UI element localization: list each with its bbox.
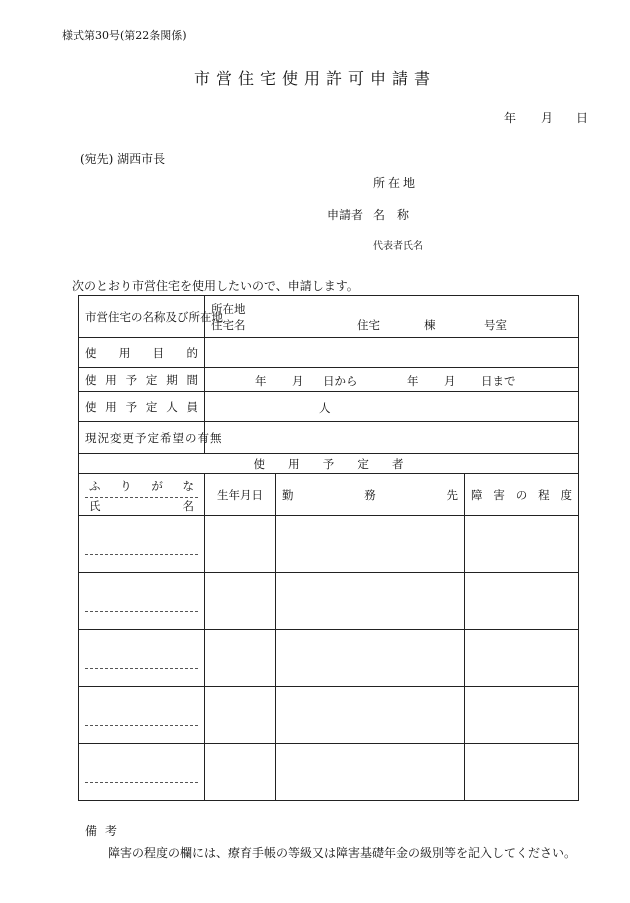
change-label: 現況変更予定希望の有無 [79,422,205,454]
user-row [79,744,579,801]
user-birth-cell[interactable] [205,516,276,573]
purpose-input[interactable] [205,338,579,368]
period-row [79,368,579,392]
date-day-label: 日 [576,111,589,125]
change-row [79,422,579,454]
housing-cell[interactable] [205,296,579,338]
people-unit: 人 [319,401,331,415]
user-work-cell[interactable] [276,744,465,801]
user-disability-cell[interactable] [465,573,579,630]
location-label: 所在地 [211,301,246,316]
user-row [79,630,579,687]
user-work-cell[interactable] [276,573,465,630]
applicant-address-label: 所在地 [373,176,419,190]
applicant-name-label: 名 称 [373,208,410,222]
purpose-row [79,338,579,368]
user-disability-cell[interactable] [465,630,579,687]
intro-text: 次のとおり市営住宅を使用したいので、申請します。 [72,279,359,293]
housing-row [79,296,579,338]
housing-label: 市営住宅の名称及び所在地 [79,296,205,338]
user-row [79,516,579,573]
period-label: 使 用 予 定 期 間 [79,368,205,392]
user-row [79,573,579,630]
users-header-row [79,454,579,474]
user-birth-cell[interactable] [205,573,276,630]
form-number: 様式第30号(第22条関係) [62,29,187,42]
user-disability-cell[interactable] [465,687,579,744]
people-row [79,392,579,422]
user-name-cell[interactable] [79,687,205,744]
period-input[interactable]: 年 月 日から 年 月 日まで [205,368,579,392]
user-name-cell[interactable] [79,573,205,630]
application-table [78,295,579,801]
disability-header: 障 害 の 程 度 [465,474,579,516]
users-header: 使 用 予 定 者 [79,454,579,474]
user-birth-cell[interactable] [205,630,276,687]
date-year-label: 年 [504,111,517,125]
addressee: (宛先) 湖西市長 [80,152,166,166]
applicant-label: 申請者 [327,208,364,222]
user-row [79,687,579,744]
name-column-header [79,474,205,516]
people-input[interactable] [205,392,579,422]
mune-label: 棟 [424,317,436,332]
jutaku-label: 住宅 [357,317,380,332]
remarks-label: 備考 [85,824,126,838]
name-label: 氏 名 [89,498,194,513]
user-birth-cell[interactable] [205,744,276,801]
user-name-cell[interactable] [79,630,205,687]
workplace-header: 勤 務 先 [276,474,465,516]
user-birth-cell[interactable] [205,687,276,744]
user-name-cell[interactable] [79,516,205,573]
users-columns-row [79,474,579,516]
purpose-label: 使 用 目 的 [79,338,205,368]
user-disability-cell[interactable] [465,516,579,573]
people-label: 使 用 予 定 人 員 [79,392,205,422]
user-work-cell[interactable] [276,687,465,744]
remarks-text: 障害の程度の欄には、療育手帳の等級又は障害基礎年金の級別等を記入してください。 [108,846,577,860]
goshitsu-label: 号室 [484,317,507,332]
date-month-label: 月 [541,111,554,125]
furigana-label: ふ り が な [85,476,198,498]
user-work-cell[interactable] [276,630,465,687]
change-input[interactable] [205,422,579,454]
applicant-rep-label: 代表者氏名 [373,241,423,252]
user-work-cell[interactable] [276,516,465,573]
page-title: 市営住宅使用許可申請書 [193,69,436,88]
user-name-cell[interactable] [79,744,205,801]
housing-name-label: 住宅名 [211,317,246,332]
birthdate-header: 生年月日 [205,474,276,516]
user-disability-cell[interactable] [465,744,579,801]
